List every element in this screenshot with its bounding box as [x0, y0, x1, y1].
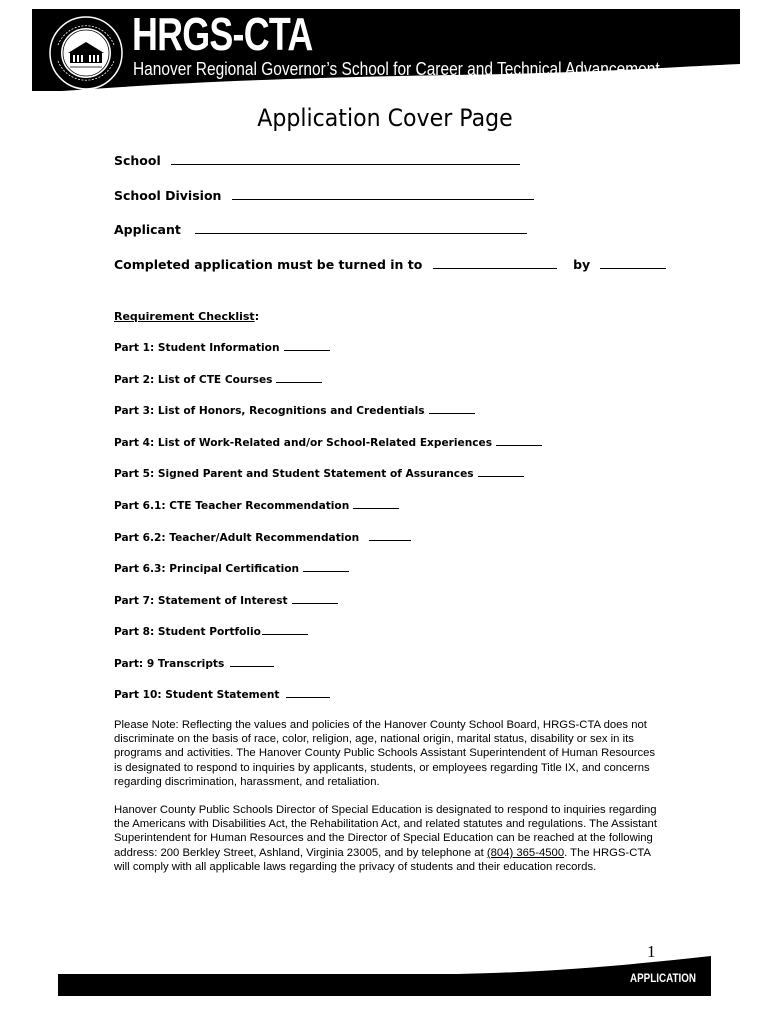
checklist-item: [114, 531, 411, 544]
checklist-item: [114, 657, 274, 670]
checklist-item: [114, 341, 330, 354]
header-title: HRGS-CTA: [132, 8, 313, 60]
checklist-blank[interactable]: [286, 688, 330, 698]
checklist-item: [114, 373, 322, 386]
checklist-item-label: Part 6.3: Principal Certification: [114, 563, 300, 575]
school-seal-icon: [46, 15, 142, 95]
checklist-item-label: Part 1: Student Information: [114, 342, 280, 354]
applicant-field: [114, 222, 527, 237]
checklist-blank[interactable]: [292, 594, 338, 604]
checklist-blank[interactable]: [369, 531, 411, 541]
contact-text: Hanover County Public Schools Director of Special Education is designated to respond to inquiries regarding the Americans with Disabilities Act, the Rehabilitation Act, and related statutes and regulations. The Assistant Superintendent for Human Resources and the Director of Special Education can be reached at the following address: 200 Berkley Street, Ashland, Virginia 23005, and by telephone at: [114, 804, 657, 859]
checklist-item: [114, 467, 524, 480]
checklist-blank[interactable]: [276, 373, 322, 383]
checklist-item-label: Part 7: Statement of Interest: [114, 595, 288, 607]
school-field: [114, 153, 520, 168]
checklist-item-label: Part: 9 Transcripts: [114, 658, 225, 670]
header-subtitle: Hanover Regional Governor’s School for Career and Technical Advancement: [133, 59, 660, 79]
checklist-blank[interactable]: [496, 436, 542, 446]
checklist-heading-text: Requirement Checklist: [114, 310, 255, 323]
checklist-item-label: Part 10: Student Statement: [114, 689, 280, 701]
contact-text-end: . The HRGS-CTA will comply with all applicable laws regarding the privacy of students and their education records.: [114, 846, 651, 873]
checklist-item: [114, 594, 338, 607]
applicant-label: Applicant: [114, 222, 181, 237]
checklist-item-label: Part 5: Signed Parent and Student Statement of Assurances: [114, 468, 474, 480]
school-division-label: School Division: [114, 188, 222, 203]
phone-link[interactable]: (804) 365-4500: [486, 846, 565, 859]
checklist-item-label: Part 6.2: Teacher/Adult Recommendation: [114, 532, 360, 544]
checklist-item-label: Part 4: List of Work-Related and/or School-Related Experiences: [114, 437, 493, 449]
checklist-heading: [114, 310, 259, 323]
turned-in-label: Completed application must be turned in to: [114, 257, 423, 272]
checklist-blank[interactable]: [429, 404, 475, 414]
checklist-item-label: Part 3: List of Honors, Recognitions and Credentials: [114, 405, 425, 417]
turned-in-field: [114, 257, 666, 272]
school-division-blank[interactable]: [232, 188, 534, 200]
checklist-item: [114, 499, 399, 512]
applicant-blank[interactable]: [195, 222, 527, 234]
checklist-item-label: Part 2: List of CTE Courses: [114, 374, 273, 386]
checklist-blank[interactable]: [284, 341, 330, 351]
header-banner: [32, 9, 740, 91]
by-label: by: [573, 257, 591, 272]
checklist-item: [114, 562, 349, 575]
footer-label: APPLICATION: [630, 971, 696, 985]
checklist-item-label: Part 8: Student Portfolio: [114, 626, 261, 638]
checklist-blank[interactable]: [262, 625, 308, 635]
contact-paragraph: [114, 803, 662, 874]
checklist-heading-colon: :: [254, 310, 260, 323]
footer-bar: [58, 954, 711, 996]
checklist-item-label: Part 6.1: CTE Teacher Recommendation: [114, 500, 350, 512]
nondiscrimination-note: Please Note: Reflecting the values and policies of the Hanover County School Board, HRGS-CTA does not discriminate on the basis of race, color, religion, age, national origin, marital status, disability or sex in its programs and activities. The Hanover County Public Schools Assistant Superintendent of Human Resources is designated to respond to inquiries by applicants, students, or employees regarding Title IX, and concerns regarding discrimination, harassment, and retaliation.: [114, 719, 656, 788]
page-number: 1: [647, 942, 656, 961]
checklist-blank[interactable]: [478, 467, 524, 477]
checklist-item: [114, 625, 308, 638]
checklist-blank[interactable]: [230, 657, 274, 667]
checklist-item: [114, 436, 542, 449]
checklist-blank[interactable]: [353, 499, 399, 509]
checklist-blank[interactable]: [303, 562, 349, 572]
checklist-item: [114, 688, 330, 701]
by-blank[interactable]: [600, 257, 666, 269]
school-division-field: [114, 188, 534, 203]
turned-in-blank[interactable]: [433, 257, 557, 269]
school-blank[interactable]: [171, 153, 520, 165]
checklist-item: [114, 404, 475, 417]
school-label: School: [114, 153, 161, 168]
page-title: Application Cover Page: [257, 104, 513, 132]
